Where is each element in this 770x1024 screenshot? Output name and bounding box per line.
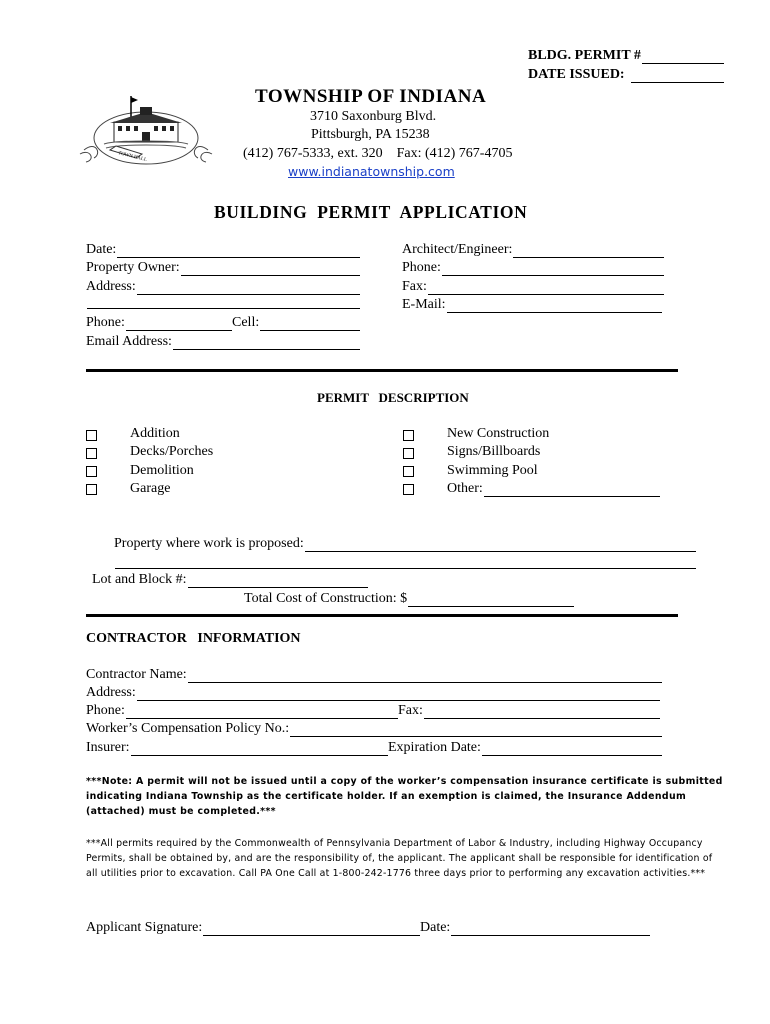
expiration-date-field[interactable]: Expiration Date: [388,740,662,756]
new-construction-label: New Construction [447,426,550,441]
town-hall-logo [76,92,216,172]
property-work-field-line-2[interactable] [114,557,696,569]
insurer-field[interactable]: Insurer: [86,740,388,756]
other-field[interactable]: Other: [447,481,660,497]
logo-ribbon-text: TOWN HALL [117,151,148,164]
garage-label: Garage [130,481,171,496]
contractor-address-field[interactable]: Address: [86,685,660,701]
permit-number-field[interactable]: BLDG. PERMIT # [528,48,724,64]
architect-engineer-field[interactable]: Architect/Engineer: [402,242,664,258]
workers-comp-field[interactable]: Worker’s Compensation Policy No.: [86,721,662,737]
addition-checkbox[interactable] [86,430,97,441]
township-name: TOWNSHIP OF INDIANA [255,86,487,107]
total-cost-field[interactable]: Total Cost of Construction: $ [244,591,574,607]
contractor-name-field[interactable]: Contractor Name: [86,667,662,683]
website-link[interactable]: www.indianatownship.com [288,164,455,179]
other-checkbox[interactable] [403,484,414,495]
address-line-1: 3710 Saxonburg Blvd. [310,109,437,124]
swimming-pool-checkbox[interactable] [403,466,414,477]
architect-fax-field[interactable]: Fax: [402,279,664,295]
signs-billboards-label: Signs/Billboards [447,444,541,459]
decks-porches-label: Decks/Porches [130,444,214,459]
address-field[interactable]: Address: [86,279,360,295]
addition-label: Addition [130,426,180,441]
demolition-checkbox[interactable] [86,466,97,477]
contractor-heading: CONTRACTOR INFORMATION [86,631,301,646]
lot-block-field[interactable]: Lot and Block #: [92,572,368,588]
email-address-field[interactable]: Email Address: [86,334,360,350]
date-field[interactable]: Date: [86,242,360,258]
permit-description-heading: PERMIT DESCRIPTION [317,390,469,405]
signature-date-field[interactable]: Date: [420,920,650,936]
architect-email-field[interactable]: E-Mail: [402,297,662,313]
date-issued-field[interactable]: DATE ISSUED: [528,67,724,83]
decks-porches-checkbox[interactable] [86,448,97,459]
contractor-phone-field[interactable]: Phone: [86,703,398,719]
phone-fax: (412) 767-5333, ext. 320 Fax: (412) 767-4705 [243,146,513,161]
property-owner-field[interactable]: Property Owner: [86,260,360,276]
signs-billboards-checkbox[interactable] [403,448,414,459]
property-work-field[interactable]: Property where work is proposed: [114,536,696,552]
swimming-pool-label: Swimming Pool [447,463,538,478]
phone-field[interactable]: Phone: [86,315,232,331]
section-divider-2 [86,614,678,617]
permits-note: ***All permits required by the Commonwealth of Pennsylvania Department of Labor & Industry, including Highway Occupancy Permits, shall be obtained by, and are the responsibility of, the applicant. The applicant shall be responsible for identification of all utilities prior to excavation. Call PA One Call at 1-800-242-1776 three days prior to performing any excavation activities.*** [86,838,713,879]
garage-checkbox[interactable] [86,484,97,495]
applicant-signature-field[interactable]: Applicant Signature: [86,920,420,936]
section-divider-1 [86,369,678,372]
contractor-fax-field[interactable]: Fax: [398,703,660,719]
address-line-2-field[interactable] [86,297,360,309]
form-title: BUILDING PERMIT APPLICATION [214,202,528,222]
insurance-note: ***Note: A permit will not be issued until a copy of the worker’s compensation insurance certificate is submitted indicating Indiana Township as the certificate holder. If an exemption is claimed, the Insurance Addendum (attached) must be completed.*** [86,776,723,817]
address-line-2: Pittsburgh, PA 15238 [311,127,430,142]
demolition-label: Demolition [130,463,194,478]
architect-phone-field[interactable]: Phone: [402,260,664,276]
new-construction-checkbox[interactable] [403,430,414,441]
cell-field[interactable]: Cell: [232,315,360,331]
